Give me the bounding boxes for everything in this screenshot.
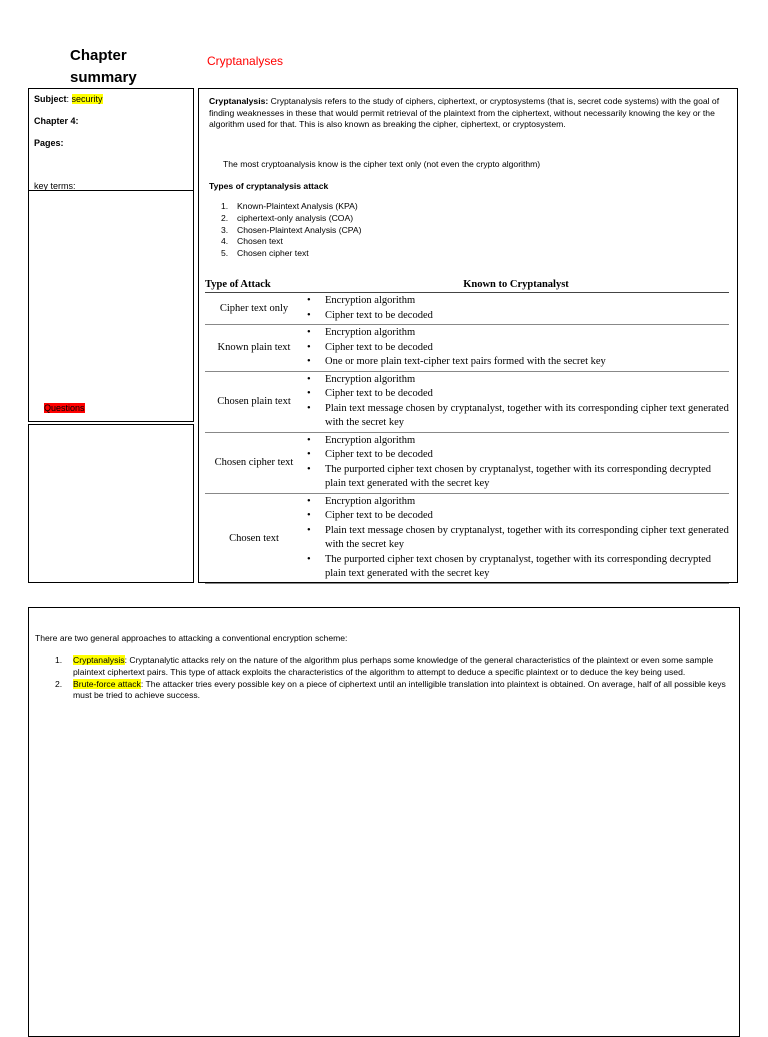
bullet-item: • Plain text message chosen by cryptanalyst, together with its corresponding cipher text generated with the secret key bbox=[303, 402, 729, 431]
attack-type-cell: Chosen plain text bbox=[205, 371, 303, 432]
questions-box bbox=[28, 424, 194, 583]
list-label: Known-Plaintext Analysis (KPA) bbox=[237, 201, 358, 211]
approaches-intro: There are two general approaches to attacking a conventional encryption scheme: bbox=[35, 633, 348, 643]
attack-types-list bbox=[221, 201, 362, 260]
bullet-item: • The purported cipher text chosen by cryptanalyst, together with its corresponding decrypted plain text generated with the secret key bbox=[303, 553, 729, 582]
table-row bbox=[205, 325, 729, 372]
attack-type-cell: Chosen cipher text bbox=[205, 432, 303, 493]
attack-table bbox=[205, 279, 729, 584]
main-content-box bbox=[198, 88, 738, 583]
chapter-label: Chapter 4: bbox=[34, 116, 79, 126]
bullet-item: • Cipher text to be decoded bbox=[303, 387, 729, 402]
approach-term: Cryptanalysis bbox=[73, 655, 125, 665]
definition-term: Cryptanalysis: bbox=[209, 96, 269, 106]
note-text: The most cryptoanalysis know is the cipher text only (not even the crypto algorithm) bbox=[223, 159, 541, 169]
known-items-cell bbox=[303, 493, 729, 583]
list-item bbox=[221, 201, 362, 213]
list-item bbox=[221, 236, 362, 248]
list-label: Chosen text bbox=[237, 236, 283, 247]
bullet-item: • Encryption algorithm bbox=[303, 495, 729, 510]
bullet-item: • Encryption algorithm bbox=[303, 434, 729, 449]
bullet-item: • Cipher text to be decoded bbox=[303, 448, 729, 463]
subject-label: Subject bbox=[34, 94, 67, 104]
known-items-cell bbox=[303, 371, 729, 432]
approach-text: : Cryptanalytic attacks rely on the nature of the algorithm plus perhaps some knowledge of the general characteristics of the plaintext or even some sample plaintext ciphertext pairs. This type of attack exploits the characteristics of the algorithm to attempt to deduce a specific plaintext or to deduce the key being used. bbox=[73, 655, 714, 677]
section-title: Cryptanalyses bbox=[207, 54, 284, 68]
approach-item bbox=[55, 655, 731, 679]
table-row bbox=[205, 432, 729, 493]
known-items-cell bbox=[303, 432, 729, 493]
definition-text: Cryptanalysis refers to the study of ciphers, ciphertext, or cryptosystems (that is, secret code systems) with the goal of finding weaknesses in these that would permit retrieval of the plaintext from the ciphertext, without necessarily knowing the key or the algorithm used for that. This is also known as breaking the cipher, ciphertext, or cryptosystem. bbox=[209, 96, 720, 129]
list-number: 2. bbox=[221, 212, 229, 223]
bullet-item: • Encryption algorithm bbox=[303, 294, 729, 309]
bullet-item: • Cipher text to be decoded bbox=[303, 309, 729, 324]
subject-row: Subject: security bbox=[34, 94, 103, 104]
bullet-item: • Encryption algorithm bbox=[303, 373, 729, 388]
table-header-row bbox=[205, 279, 729, 293]
approach-number: 2. bbox=[55, 678, 63, 689]
list-item bbox=[221, 225, 362, 237]
column-header-type: Type of Attack bbox=[205, 279, 303, 293]
bullet-item: • One or more plain text-cipher text pairs formed with the secret key bbox=[303, 355, 729, 370]
list-label: Chosen cipher text bbox=[237, 248, 309, 259]
summary-sidebar bbox=[28, 88, 194, 422]
table-row bbox=[205, 371, 729, 432]
bullet-item: • Encryption algorithm bbox=[303, 326, 729, 341]
list-number: 3. bbox=[221, 224, 229, 235]
table-row bbox=[205, 493, 729, 583]
bullet-item: • Cipher text to be decoded bbox=[303, 509, 729, 524]
list-number: 1. bbox=[221, 201, 229, 211]
key-terms-label: key terms: bbox=[34, 181, 76, 191]
divider bbox=[28, 190, 194, 191]
attack-type-cell: Known plain text bbox=[205, 325, 303, 372]
attack-type-cell: Cipher text only bbox=[205, 293, 303, 325]
approach-term: Brute-force attack bbox=[73, 678, 141, 689]
list-item bbox=[221, 213, 362, 225]
subject-value: security bbox=[71, 94, 103, 104]
approach-text: : The attacker tries every possible key on a piece of ciphertext until an intelligible translation into plaintext is obtained. On average, half of all possible keys must be tried to achieve success. bbox=[73, 678, 726, 701]
list-label: ciphertext-only analysis (COA) bbox=[237, 212, 354, 223]
list-label: Chosen-Plaintext Analysis (CPA) bbox=[237, 224, 362, 235]
list-number: 4. bbox=[221, 236, 229, 247]
chapter-title: Chapter summary bbox=[70, 47, 137, 86]
bullet-item: • The purported cipher text chosen by cryptanalyst, together with its corresponding decrypted plain text generated with the secret key bbox=[303, 463, 729, 492]
table-row bbox=[205, 293, 729, 325]
list-item bbox=[221, 248, 362, 260]
bullet-item: • Plain text message chosen by cryptanalyst, together with its corresponding cipher text generated with the secret key bbox=[303, 524, 729, 553]
column-header-known: Known to Cryptanalyst bbox=[303, 279, 729, 293]
known-items-cell bbox=[303, 293, 729, 325]
types-heading: Types of cryptanalysis attack bbox=[209, 181, 329, 191]
list-number: 5. bbox=[221, 248, 229, 259]
known-items-cell bbox=[303, 325, 729, 372]
pages-label: Pages: bbox=[34, 138, 64, 148]
attack-type-cell: Chosen text bbox=[205, 493, 303, 583]
approach-number: 1. bbox=[55, 655, 63, 665]
bullet-item: • Cipher text to be decoded bbox=[303, 341, 729, 356]
approach-item bbox=[55, 679, 731, 703]
definition-paragraph bbox=[209, 96, 731, 131]
approaches-list bbox=[55, 655, 731, 702]
questions-label: Questions bbox=[44, 403, 85, 413]
approaches-box bbox=[28, 607, 740, 1037]
